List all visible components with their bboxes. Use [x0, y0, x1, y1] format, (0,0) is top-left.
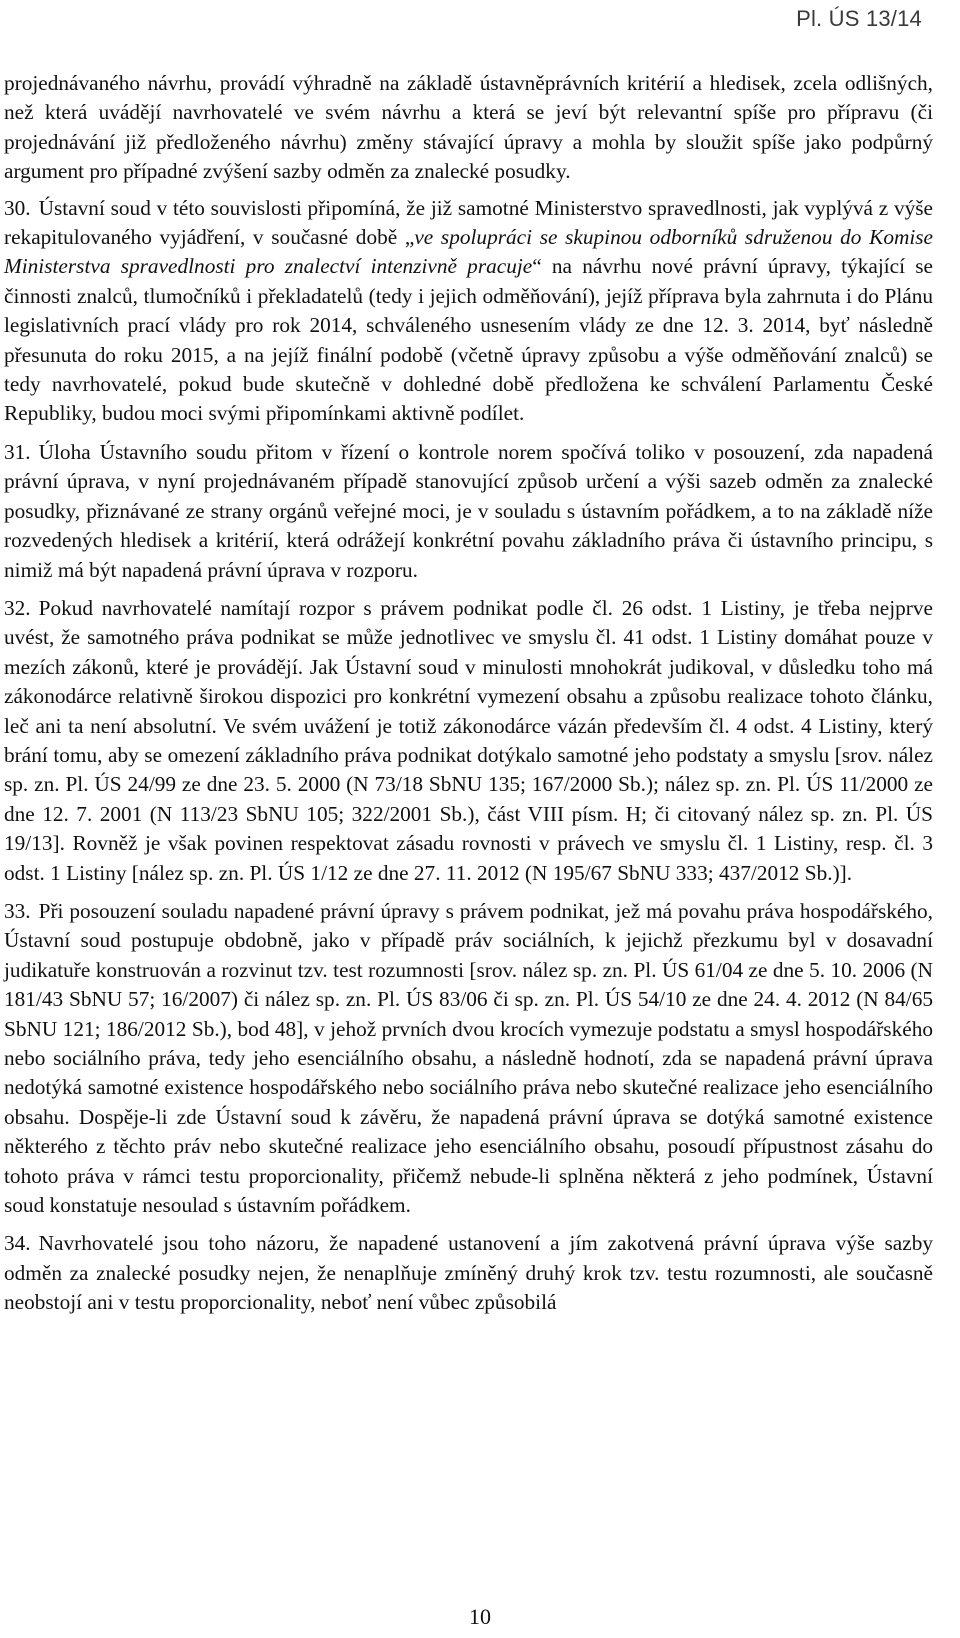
paragraph-text-continued: “ na návrhu nové právní úpravy, týkající se činnosti znalců, tlumočníků i překladatelů (tedy i jejich odměňování), jejíž příprava byla zahrnuta i do Plánu legislativních prací vlády pro rok 2014, schváleného usnesením vlády ze dne 12. 3. 2014, byť následně přesunuta do roku 2015, a na jejíž finální podobě (včetně úpravy způsobu a výše odměňování znalců) se tedy navrhovatelé, pokud bude skutečně v dohledné době předložena ke schválení Parlamentu České Republiky, budou moci svými připomínkami aktivně podílet.	[4, 254, 933, 426]
italic-quote: ve spolupráci se skupinou odborníků sdruženou do Komise Ministerstva spravedlnosti pro znalectví intenzivně pracuje	[4, 225, 933, 279]
paragraph-32	[4, 594, 933, 888]
paragraph-number: 30.	[4, 195, 31, 220]
paragraph-number: 31.	[4, 439, 31, 464]
paragraph-number: 33.	[4, 898, 31, 923]
paragraph-33	[4, 897, 933, 1220]
paragraph-34	[4, 1229, 933, 1317]
paragraph-number: 34.	[4, 1231, 31, 1256]
paragraph-31	[4, 438, 933, 585]
paragraph-text: Úloha Ústavního soudu přitom v řízení o kontrole norem spočívá toliko v posouzení, zda napadená právní úprava, v nyní projednávaném případě stanovující způsob určení a výši sazeb odměn za znalecké posudky, přiznávané ze strany orgánů veřejné moci, je v souladu s ústavním pořádkem, a to na základě níže rozvedených hledisek a kritérií, která odrážejí konkrétní povahu základního práva či ústavního principu, s nimiž má být napadená právní úprava v rozporu.	[4, 439, 933, 582]
paragraph-number: 32.	[4, 595, 31, 620]
paragraph-text: projednávaného návrhu, provádí výhradně na základě ústavněprávních kritérií a hledisek, zcela odlišných, než která uvádějí navrhovatelé ve svém návrhu a která se jeví být relevantní spíše pro přípravu (či projednávání již předloženého návrhu) změny stávající úpravy a mohla by sloužit spíše jako podpůrný argument pro případné zvýšení sazby odměn za znalecké posudky.	[4, 71, 933, 184]
paragraph-text: Při posouzení souladu napadené právní úpravy s právem podnikat, jež má povahu práva hospodářského, Ústavní soud postupuje obdobně, jako v případě práv sociálních, k jejichž přezkumu byl v dosavadní judikatuře konstruován a rozvinut tzv. test rozumnosti [srov. nález sp. zn. Pl. ÚS 61/04 ze dne 5. 10. 2006 (N 181/43 SbNU 57; 16/2007) či nález sp. zn. Pl. ÚS 83/06 či sp. zn. Pl. ÚS 54/10 ze dne 24. 4. 2012 (N 84/65 SbNU 121; 186/2012 Sb.), bod 48], v jehož prvních dvou krocích vymezuje podstatu a smysl hospodářského nebo sociálního práva, tedy jeho esenciálního obsahu, a následně hodnotí, zda se napadená právní úprava nedotýká samotné existence hospodářského nebo sociálního práva nebo skutečné realizace jeho esenciálního obsahu. Dospěje-li zde Ústavní soud k závěru, že napadená právní úprava se dotýká samotné existence některého z těchto práv nebo skutečné realizace jeho esenciálního obsahu, posoudí přípustnost zásahu do tohoto práva v rámci testu proporcionality, přičemž nebude-li splněna některá z jeho podmínek, Ústavní soud konstatuje nesoulad s ústavním pořádkem.	[4, 898, 933, 1218]
page-number: 10	[469, 1604, 491, 1629]
paragraph-continuation	[4, 69, 933, 187]
case-reference-header: Pl. ÚS 13/14	[796, 6, 922, 31]
document-body	[4, 69, 933, 1327]
paragraph-text: Ústavní soud v této souvislosti připomíná, že již samotné Ministerstvo spravedlnosti, jak vyplývá z výše rekapitulovaného vyjádření, v současné době „	[4, 195, 933, 250]
paragraph-text: Pokud navrhovatelé namítají rozpor s právem podnikat podle čl. 26 odst. 1 Listiny, je třeba nejprve uvést, že samotného práva podnikat se může jednotlivec ve smyslu čl. 41 odst. 1 Listiny domáhat pouze v mezích zákonů, které je provádějí. Jak Ústavní soud v minulosti mnohokrát judikoval, v důsledku toho má zákonodárce relativně širokou dispozici pro konkrétní vymezení obsahu a způsobu realizace tohoto článku, leč ani ta není absolutní. Ve svém uvážení je totiž zákonodárce vázán především čl. 4 odst. 4 Listiny, který brání tomu, aby se omezení základního práva podnikat dotýkalo samotné jeho podstaty a smyslu [srov. nález sp. zn. Pl. ÚS 24/99 ze dne 23. 5. 2000 (N 73/18 SbNU 135; 167/2000 Sb.); nález sp. zn. Pl. ÚS 11/2000 ze dne 12. 7. 2001 (N 113/23 SbNU 105; 322/2001 Sb.), část VIII písm. H; či citovaný nález sp. zn. Pl. ÚS 19/13]. Rovněž je však povinen respektovat zásadu rovnosti v právech ve smyslu čl. 1 Listiny, resp. čl. 3 odst. 1 Listiny [nález sp. zn. Pl. ÚS 1/12 ze dne 27. 11. 2012 (N 195/67 SbNU 333; 437/2012 Sb.)].	[4, 595, 933, 885]
paragraph-30	[4, 194, 933, 429]
paragraph-text: Navrhovatelé jsou toho názoru, že napadené ustanovení a jím zakotvená právní úprava výše sazby odměn za znalecké posudky nejen, že nenaplňuje zmíněný druhý krok tzv. testu rozumnosti, ale současně neobstojí ani v testu proporcionality, neboť není vůbec způsobilá	[4, 1231, 933, 1315]
